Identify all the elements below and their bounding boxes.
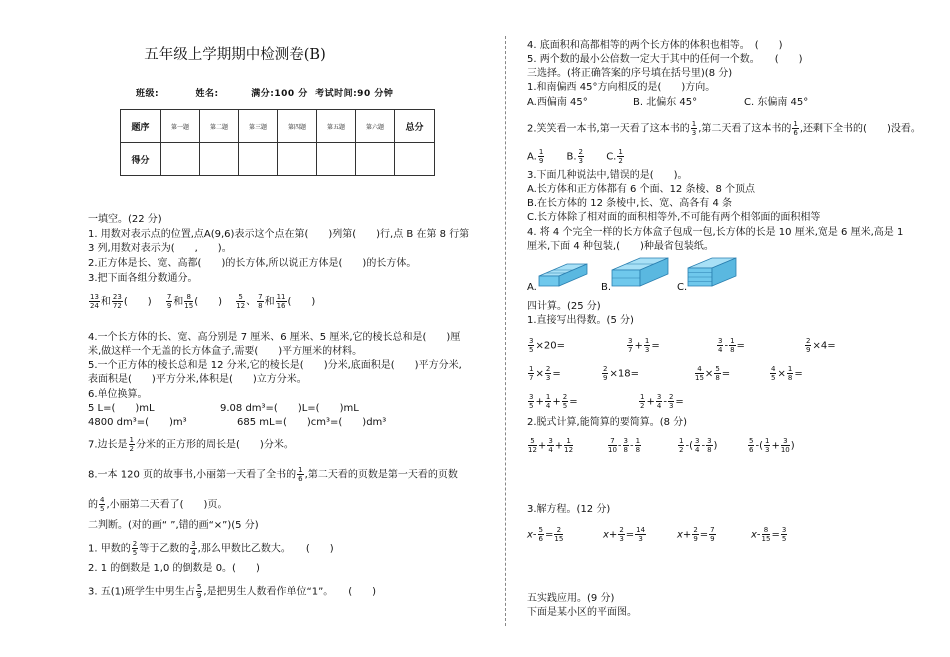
package-label-a: A. — [527, 282, 537, 293]
fill-q1-cont: 3 列,用数对表示为( , )。 — [88, 243, 232, 254]
calc-part-3: 3.解方程。(12 分) — [527, 504, 611, 515]
package-c-image — [686, 254, 738, 290]
choice-q1-c: C. 东偏南 45° — [744, 97, 809, 108]
fill-q6-c: 4800 dm³=( )m³ — [88, 417, 187, 428]
package-label-c: C. — [677, 282, 688, 293]
calc-1-e: $\frac{1}{7}$ × $\frac{2}{3}$ = — [529, 365, 561, 382]
calc-2-a: $\frac{5}{12}$ + $\frac{3}{4}$ + $\frac{1}{12}$ — [528, 437, 574, 454]
fill-q7: 7.边长是 $\frac{1}{2}$ 分米的正方形的周长是( )分米。 — [88, 436, 294, 453]
calc-2-c: $\frac{1}{2}$ -( $\frac{3}{4}$ - $\frac{3}{8}$ ) — [679, 437, 718, 454]
section-5-heading: 五实践应用。(9 分) — [527, 593, 615, 604]
calc-part-2: 2.脱式计算,能简算的要简算。(8 分) — [527, 417, 688, 428]
judge-q2: 2. 1 的倒数是 1,0 的倒数是 0。( ) — [88, 563, 260, 574]
fill-q6-a: 5 L=( )mL — [88, 403, 155, 414]
calc-1-i: $\frac{3}{5}$ + $\frac{1}{4}$ + $\frac{2}{5}$ = — [529, 393, 578, 410]
calc-1-a: $\frac{3}{5}$ ×20= — [529, 337, 565, 354]
fill-q8: 8.一本 120 页的故事书,小丽第一天看了全书的 $\frac{1}{6}$ ,第二天看的页数是第一天看的页数 — [88, 466, 458, 483]
calc-1-h: $\frac{4}{5}$ × $\frac{1}{8}$ = — [771, 365, 803, 382]
choice-q4: 4. 将 4 个完全一样的长方体盒子包成一包,长方体的长是 10 厘米,宽是 6 厘米,高是 1 — [527, 227, 904, 238]
calc-2-b: $\frac{7}{10}$ - $\frac{3}{8}$ - $\frac{1}{8}$ — [608, 437, 641, 454]
choice-q4-cont: 厘米,下面 4 种包装,( )种最省包装纸。 — [527, 241, 714, 252]
calc-1-g: $\frac{4}{15}$ × $\frac{5}{8}$ = — [695, 365, 731, 382]
section-3-heading: 三选择。(将正确答案的序号填在括号里)(8 分) — [527, 68, 733, 79]
fill-q6: 6.单位换算。 — [88, 389, 148, 400]
equation-a: x- $\frac{5}{6}$ = $\frac{2}{15}$ — [527, 526, 564, 543]
choice-q3-a: A.长方体和正方体都有 6 个面、12 条棱、8 个顶点 — [527, 184, 756, 195]
fill-q8-cont: 的 $\frac{4}{5}$ ,小丽第二天看了( )页。 — [88, 496, 228, 513]
fill-q6-d: 685 mL=( )cm³=( )dm³ — [237, 417, 387, 428]
choice-q1-b: B. 北偏东 45° — [633, 97, 698, 108]
package-label-b: B. — [601, 282, 612, 293]
equation-d: x- $\frac{8}{15}$ = $\frac{3}{5}$ — [751, 526, 787, 543]
section-2-heading: 二判断。(对的画“ ”,错的画“×”)(5 分) — [88, 520, 259, 531]
fill-q5: 5.一个正方体的棱长总和是 12 分米,它的棱长是( )分米,底面积是( )平方分米, — [88, 360, 462, 371]
fill-q5-cont: 表面积是( )平方分米,体积是( )立方分米。 — [88, 374, 307, 385]
choice-q2-options: A. $\frac{1}{9}$ B. $\frac{2}{3}$ C. $\frac{1}{2}$ — [527, 148, 623, 165]
package-a-image — [537, 256, 589, 290]
choice-q3: 3.下面几种说法中,错误的是( )。 — [527, 170, 688, 181]
exam-info: 班级: 姓名: 满分:100 分 考试时间:90 分钟 — [136, 89, 394, 99]
fill-q3-fractions: $\frac{13}{24}$ 和 $\frac{23}{72}$ ( ) $\frac{7}{9}$ 和 $\frac{8}{15}$ ( ) $\frac{5}{12}$ 、 $\frac{7}{8}$ 和 $\frac{11}{16}$ ( ) — [90, 293, 316, 310]
judge-q5: 5. 两个数的最小公倍数一定大于其中的任何一个数。 ( ) — [527, 54, 803, 65]
calc-1-b: $\frac{3}{7}$ + $\frac{1}{3}$ = — [628, 337, 660, 354]
choice-q3-c: C.长方体除了相对面的面积相等外,不可能有两个相邻面的面积相等 — [527, 212, 821, 223]
calc-part-1: 1.直接写出得数。(5 分) — [527, 315, 634, 326]
fill-q1: 1. 用数对表示点的位置,点A(9,6)表示这个点在第( )列第( )行,点 B 在第 8 行第 — [88, 229, 470, 240]
calc-2-d: $\frac{5}{6}$ -( $\frac{1}{3}$ + $\frac{3}{10}$ ) — [749, 437, 795, 454]
exam-title: 五年级上学期期中检测卷(B) — [144, 47, 326, 63]
calc-1-f: $\frac{2}{9}$ ×18= — [603, 365, 639, 382]
choice-q1-a: A.西偏南 45° — [527, 97, 588, 108]
section-5-intro: 下面是某小区的平面图。 — [527, 607, 637, 618]
judge-q1: 1. 甲数的 $\frac{2}{5}$ 等于乙数的 $\frac{3}{4}$ ,那么甲数比乙数大。 ( ) — [88, 540, 334, 557]
fill-q4: 4.一个长方体的长、宽、高分别是 7 厘米、6 厘米、5 厘米,它的棱长总和是( )厘 — [88, 332, 461, 343]
judge-q4: 4. 底面积和高都相等的两个长方体的体积也相等。 ( ) — [527, 40, 783, 51]
fill-q3: 3.把下面各组分数通分。 — [88, 273, 198, 284]
choice-q1: 1.和南偏西 45°方向相反的是( )方向。 — [527, 82, 716, 93]
choice-q2: 2.笑笑看一本书,第一天看了这本书的 $\frac{1}{3}$ ,第二天看了这本书的 $\frac{1}{6}$ ,还剩下全书的( )没看。 — [527, 120, 921, 137]
page-divider — [505, 36, 506, 626]
fill-q4-cont: 米,做这样一个无盖的长方体盒子,需要( )平方厘米的材料。 — [88, 346, 363, 357]
section-1-heading: 一填空。(22 分) — [88, 214, 162, 225]
equation-b: x+ $\frac{2}{3}$ = $\frac{14}{3}$ — [603, 526, 646, 543]
calc-1-c: $\frac{3}{4}$ - $\frac{1}{8}$ = — [718, 337, 745, 354]
judge-q3: 3. 五(1)班学生中男生占 $\frac{5}{9}$ ,是把男生人数看作单位“1”。 ( ) — [88, 583, 377, 600]
score-table: 题序 第一题 第二题 第三题 第四题 第五题 第六题 总分 得分 — [120, 109, 435, 176]
calc-1-d: $\frac{2}{9}$ ×4= — [806, 337, 836, 354]
equation-c: x+ $\frac{2}{9}$ = $\frac{7}{9}$ — [677, 526, 715, 543]
package-b-image — [610, 254, 670, 290]
section-4-heading: 四计算。(25 分) — [527, 301, 601, 312]
choice-q3-b: B.在长方体的 12 条棱中,长、宽、高各有 4 条 — [527, 198, 733, 209]
fill-q6-b: 9.08 dm³=( )L=( )mL — [220, 403, 359, 414]
fill-q2: 2.正方体是长、宽、高都( )的长方体,所以说正方体是( )的长方体。 — [88, 258, 417, 269]
calc-1-j: $\frac{1}{2}$ + $\frac{3}{4}$ - $\frac{2}{3}$ = — [640, 393, 684, 410]
